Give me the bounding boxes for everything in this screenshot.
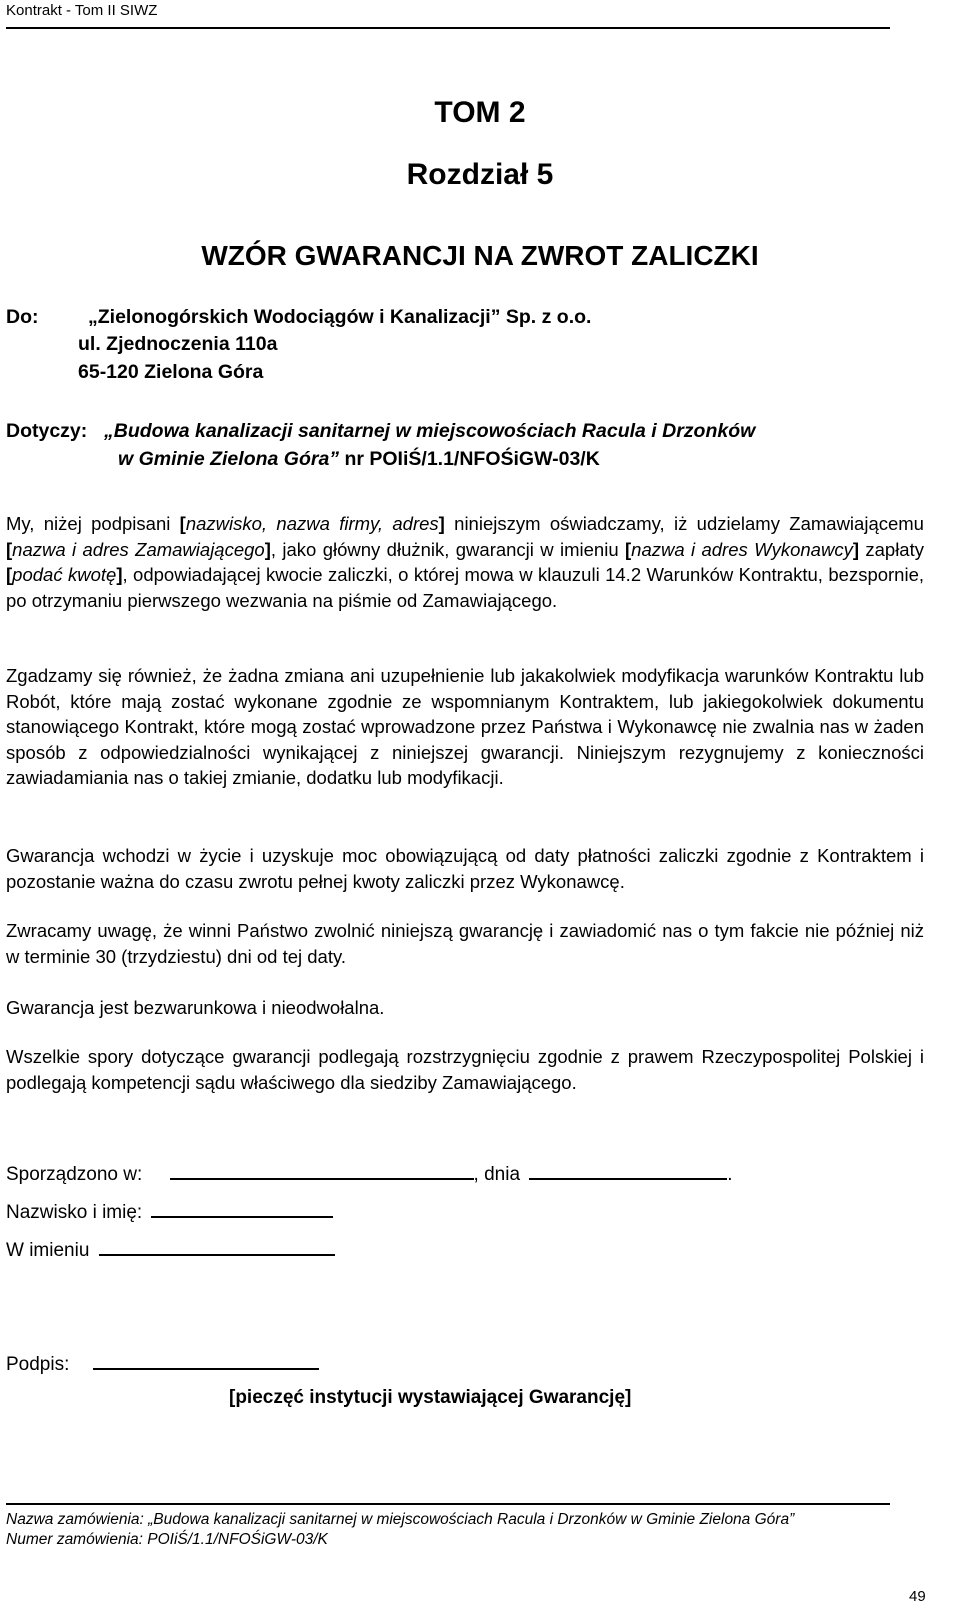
signature-label: Podpis: (6, 1354, 70, 1375)
tom-title: TOM 2 (434, 96, 526, 129)
addressee-line-1: „Zielonogórskich Wodociągów i Kanalizacji” Sp. z o.o. (88, 306, 592, 328)
footer-order-number: Numer zamówienia: POIiŚ/1.1/NFOŚiGW-03/K (6, 1531, 328, 1548)
paragraph-validity: Gwarancja wchodzi w życie i uzyskuje moc obowiązującą od daty płatności zaliczki zgodnie z Kontraktem i pozostanie ważna do czasu zwrotu pełnej kwoty zaliczki przez Wykonawcę. (6, 845, 924, 892)
stamp-label: [pieczęć instytucji wystawiającej Gwarancję] (229, 1387, 632, 1408)
subject-line-2 (118, 448, 600, 471)
subject-label: Dotyczy: (6, 420, 88, 442)
chapter-title: Rozdział 5 (406, 158, 554, 191)
form-title: WZÓR GWARANCJI NA ZWROT ZALICZKI (201, 240, 759, 271)
field-signature (6, 1350, 319, 1376)
footer-order-name: Nazwa zamówienia: „Budowa kanalizacji sanitarnej w miejscowościach Racula i Drzonków w Gminie Zielona Góra” (6, 1511, 795, 1528)
place-label: Sporządzono w: (6, 1164, 143, 1185)
paragraph-guarantee-declaration: My, niżej podpisani [nazwisko, nazwa firmy, adres] niniejszym oświadczamy, iż udzielamy Zamawiającemu [nazwa i adres Zamawiającego], jako główny dłużnik, gwarancji w imieniu [nazwa i adres Wykonawcy] zapłaty [podać kwotę], odpowiadającej kwocie zaliczki, o której mowa w klauzuli 14.2 Warunków Kontraktu, bezspornie, po otrzymaniu pierwszego wezwania na piśmie od Zamawiającego. (6, 513, 925, 611)
date-dot: . (727, 1164, 733, 1185)
name-blank (151, 1198, 333, 1218)
addressee-line-2: ul. Zjednoczenia 110a (78, 333, 278, 355)
addressee-line-3: 65-120 Zielona Góra (78, 361, 264, 383)
footer-rule (6, 1503, 890, 1505)
date-blank (529, 1160, 727, 1180)
paragraph-unconditional: Gwarancja jest bezwarunkowa i nieodwołalna. (6, 997, 385, 1018)
paragraph-release: Zwracamy uwagę, że winni Państwo zwolnić niniejszą gwarancję i zawiadomić nas o tym fakcie nie później niż w terminie 30 (trzydziestu) dni od tej daty. (6, 920, 924, 967)
document-header-label: Kontrakt - Tom II SIWZ (6, 2, 158, 19)
field-place (6, 1160, 906, 1186)
field-on-behalf (6, 1236, 335, 1262)
field-name (6, 1198, 333, 1224)
subject-project-name: w Gminie Zielona Góra” (118, 448, 340, 470)
signature-blank (93, 1350, 319, 1370)
addressee-label: Do: (6, 306, 39, 328)
header-rule (6, 27, 890, 29)
on-behalf-label: W imieniu (6, 1240, 90, 1261)
paragraph-disputes: Wszelkie spory dotyczące gwarancji podlegają rozstrzygnięciu zgodnie z prawem Rzeczypospolitej Polskiej i podlegają kompetencji sądu właściwego dla siedziby Zamawiającego. (6, 1046, 924, 1093)
paragraph-modifications: Zgadzamy się również, że żadna zmiana ani uzupełnienie lub jakakolwiek modyfikacja warunków Kontraktu lub Robót, które mają zostać wykonane zgodnie ze wspomnianym Kontraktem, lub jakiegokolwiek dokumentu stanowiącego Kontrakt, które mogą zostać wprowadzone przez Państwa i Wykonawcę nie zwalnia nas w żaden sposób z odpowiedzialności wynikającej z niniejszej gwarancji. Niniejszym rezygnujemy z konieczności zawiadamiania nas o takiej zmianie, dodatku lub modyfikacji. (6, 665, 924, 789)
page-number: 49 (909, 1588, 926, 1605)
place-blank (170, 1160, 474, 1180)
subject-reference-number: nr POIiŚ/1.1/NFOŚiGW-03/K (339, 448, 600, 470)
date-label: , dnia (473, 1164, 521, 1185)
on-behalf-blank (99, 1236, 335, 1256)
subject-line-1: „Budowa kanalizacji sanitarnej w miejscowościach Racula i Drzonków (104, 420, 756, 442)
name-label: Nazwisko i imię: (6, 1202, 143, 1223)
